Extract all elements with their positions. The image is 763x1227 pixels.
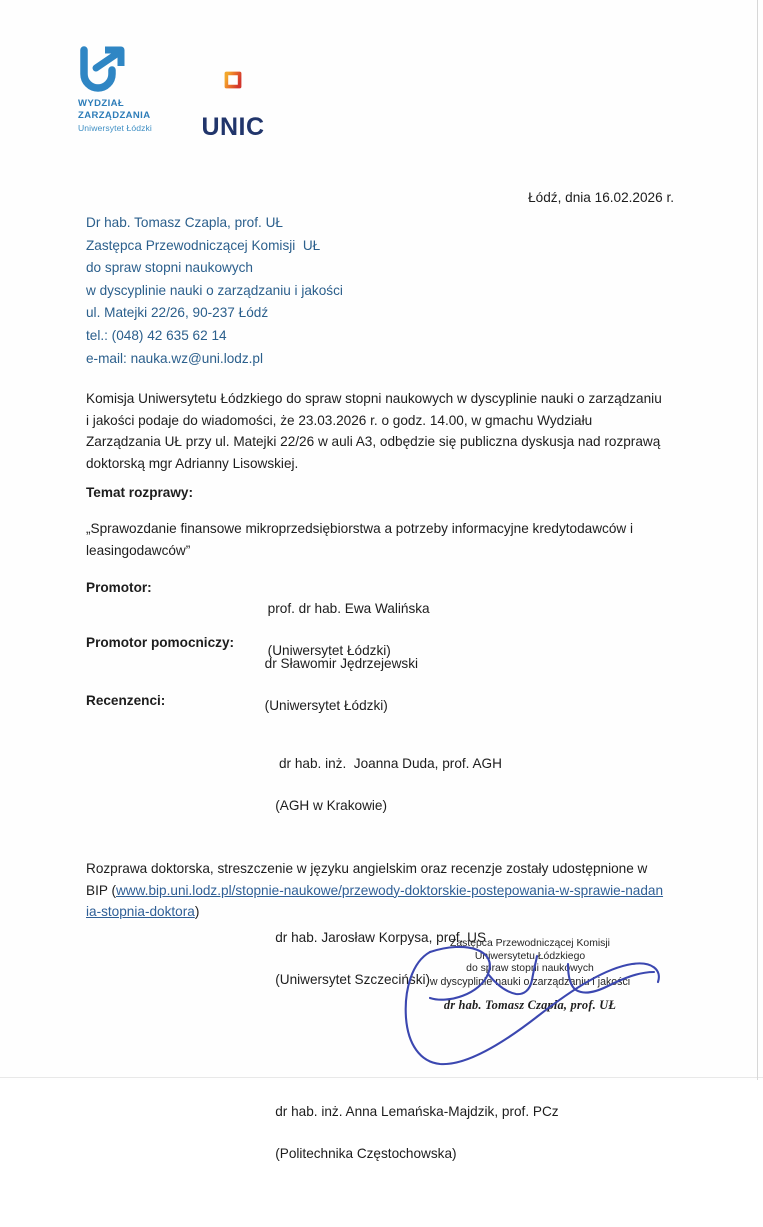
addressee-phone: tel.: (048) 42 635 62 14 — [86, 327, 227, 343]
addressee-line: ul. Matejki 22/26, 90-237 Łódź — [86, 305, 269, 321]
wz-line-1: WYDZIAŁ — [78, 98, 125, 109]
logo-header — [78, 48, 378, 148]
stamp-line-2: Uniwersytetu Łódzkiego — [474, 950, 586, 962]
stamp-line-3: do spraw stopni naukowych — [466, 963, 594, 975]
recenzenci-label: Recenzenci: — [86, 693, 166, 708]
stamp-line-1: Zastępca Przewodniczącej Komisji — [450, 938, 610, 949]
addressee-line: w dyscyplinie nauki o zarządzaniu i jakości — [86, 282, 343, 298]
signature-block — [380, 938, 720, 1078]
signature-printed-name: dr hab. Tomasz Czapla, prof. UŁ — [443, 998, 617, 1013]
promotor-pomocniczy-affiliation: (Uniwersytet Łódzki) — [264, 698, 388, 713]
main-paragraph: Komisja Uniwersytetu Łódzkiego do spraw stopni naukowych w dyscyplinie nauki o zarządzaniu i jakości podaje do wiadomości, że 23.03.2026 r. o godz. 14.00, w gmachu Wydziału Zarządzania UŁ przy ul. Matejki 22/26 w auli A3, odbędzie się publiczna dyskusja nad rozprawą doktorską mgr Adrianny Lisowskiej. — [86, 391, 662, 471]
bip-paren-close: ) — [194, 904, 200, 919]
promotor-label: Promotor: — [86, 580, 152, 595]
addressee-email: e-mail: nauka.wz@uni.lodz.pl — [86, 350, 264, 366]
wz-wordmark — [78, 98, 178, 134]
reviewer-affiliation: (AGH w Krakowie) — [275, 798, 388, 813]
wz-line-3: Uniwersytet Łódzki — [78, 122, 152, 133]
signature-stamp-text — [380, 938, 680, 1012]
arrow-in-u-icon — [78, 48, 130, 94]
bip-notice-text: Rozprawa doktorska, streszczenie w języku angielskim oraz recenzje zostały udostępnione w BIP — [86, 861, 648, 898]
bip-paren-open: ( — [111, 882, 116, 898]
promotor-name: prof. dr hab. Ewa Walińska — [267, 601, 430, 616]
unic-wordmark: UNIC — [201, 113, 265, 141]
reviewer-name: dr hab. inż. Anna Lemańska-Majdzik, prof. PCz — [275, 1104, 559, 1119]
promotor-pomocniczy-name: dr Sławomir Jędrzejewski — [264, 656, 419, 671]
reviewer-item — [245, 732, 559, 837]
addressee-line: Zastępca Przewodniczącej Komisji UŁ — [86, 237, 321, 253]
dissertation-title: „Sprawozdanie finansowe mikroprzedsiębiorstwa a potrzeby informacyjne kredytodawców i leasingodawców” — [86, 521, 634, 558]
addressee-block — [86, 212, 343, 370]
reviewer-item — [245, 1080, 559, 1185]
sunburst-icon — [202, 50, 264, 110]
addressee-line: do spraw stopni naukowych — [86, 260, 253, 276]
scan-edge-line-right — [757, 0, 758, 1080]
bip-notice — [86, 858, 666, 923]
logo-wydzial-zarzadzania — [78, 48, 178, 134]
reviewer-affiliation: (Uniwersytet Szczeciński) — [275, 972, 431, 987]
bip-link[interactable]: www.bip.uni.lodz.pl/stopnie-naukowe/przewody-doktorskie-postepowania-w-sprawie-nadania-stopnia-doktora — [86, 882, 664, 919]
reviewer-affiliation: (Politechnika Częstochowska) — [275, 1146, 457, 1161]
promotor-pomocniczy-label: Promotor pomocniczy: — [86, 635, 235, 650]
date-line: Łódź, dnia 16.02.2026 r. — [528, 190, 674, 205]
promotor-affiliation: (Uniwersytet Łódzki) — [267, 643, 391, 658]
addressee-line: Dr hab. Tomasz Czapla, prof. UŁ — [86, 215, 283, 230]
stamp-line-4: w dyscyplinie nauki o zarządzaniu i jakości — [429, 975, 631, 988]
wz-line-2: ZARZĄDZANIA — [78, 109, 151, 121]
reviewer-name: dr hab. inż. Joanna Duda, prof. AGH — [275, 756, 502, 771]
topic-heading: Temat rozprawy: — [86, 485, 194, 500]
logo-unic — [188, 50, 278, 142]
reviewer-name: dr hab. Jarosław Korpysa, prof. US — [275, 930, 487, 945]
